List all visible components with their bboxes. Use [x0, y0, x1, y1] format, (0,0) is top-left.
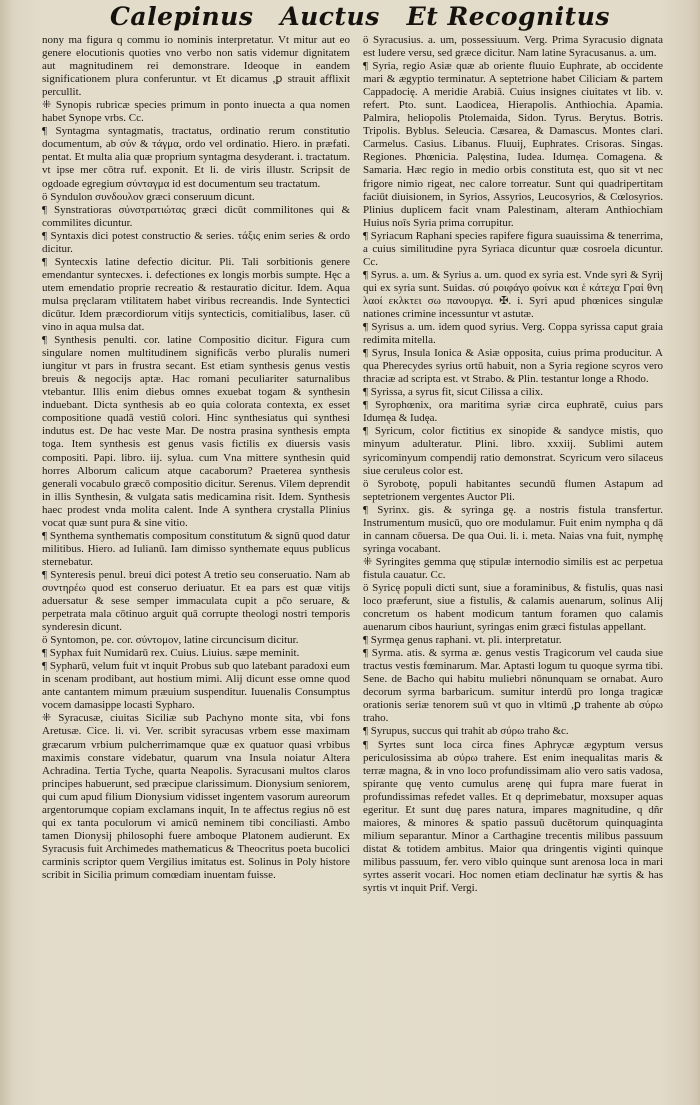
dictionary-entry: ӧ Syrobotę, populi habitantes secundū flumen Astapum ad septetrionem vergentes Auctor Pli.	[363, 477, 663, 503]
dictionary-entry: ¶ Syrus. a. um. & Syrius a. um. quod ex syria est. Vnde syri & Syrij qui ex syria sunt. Suidas. σύ ροιφάγο φοίνικ και ἑ κάτεχα Γραί θνη λαοί εκλκτει σω πανουργα. ✠. i. Syri apud phœnices singulæ nationes crimine incessuntur vt astutæ.	[363, 268, 663, 320]
dictionary-entry: ӧ Syntomon, pe. cor. σύντομον, latine circuncisum dicitur.	[42, 634, 299, 647]
dictionary-entry: ¶ Syricum, color fictitius ex sinopide & sandyce mistis, quo minyum adulteratur. Plini. libro. xxxiij. Sublimi autem syricominyum compendij ratio demonstrat. Scyricum vero silaceus siue ceruleus color est.	[363, 425, 663, 477]
header-word-et-recognitus: Et Recognitus	[406, 2, 610, 31]
running-header	[110, 2, 610, 32]
dictionary-entry: ⁜ Synopis rubricæ species primum in ponto inuecta a qua nomen habet Synope vrbs. Cc.	[42, 99, 350, 125]
dictionary-entry: ¶ Syntagma syntagmatis, tractatus, ordinatio rerum constitutio documentum, ab σύν & τάγμα, ordo vel ordinatio. Hiero. in præfati. pentat. Et multa alia quæ proprium syntagma desyderant. i. tractatum. vt ipse mer cōtra ruf. exponit. Et li. de viris illustr. Scripsit de ogdoade egregium σύνταγμα id est documentum seu tractatum.	[42, 125, 350, 190]
dictionary-entry: ¶ Syntaxis dici potest constructio & series. τάξις enim series & ordo dicitur.	[42, 229, 350, 255]
dictionary-entry: ¶ Synteresis penul. breui dici potest A tretio seu conseruatio. Nam ab συντηρέω quod est conseruo deriuatur. Et ea pars est quæ vitijs aduersatur & sese semper immaculata cupit a pc̄o seruare, & perpetrata mala cōtinuo arguit quā corrupte theologi nostri temporis synderesin dicunt.	[42, 568, 350, 634]
dictionary-entry: ⁜ Syracusæ, ciuitas Siciliæ sub Pachyno monte sita, vbi fons Aretusæ. Cice. li. vi. Ver. scribit syracusas vrbem esse maximam græcarum vrbium pulcherrimamque quæ ex quatuor quasi vrbibus maximis constare videbatur, quarum vna Insula noiatur Altera Achradina. Tertia Tyche, quarta Neapolis. Syracusani multos claros principes habuerunt, sed præcipue clarissimum. Dionysium seniorem, qui cum apud filium Dionysium vidisset ingentem vasorum aureorum argentorumque copiam exclamans inquit, In te affectus regius nō est qui ex tanta poculorum vi amicū neminem tibi conciliasti. Ambo tamen Dionysij philosophi fuere amboque Platonem audierunt. Ex Syracusis fuit Archimedes mathematicus & Theocritus poeta bucolici carminis scriptor quem Vergilius imitatus est. Solinus in Poly histore scribit in Sicilia primum comœdiam inuentam fuisse.	[42, 712, 350, 881]
dictionary-entry: ¶ Syrupus, succus qui trahit ab σύρω traho &c.	[363, 725, 569, 738]
header-word-auctus: Auctus	[280, 2, 380, 31]
dictionary-entry: ⁜ Syringites gemma quę stipulæ internodio similis est ac perpetua fistula cauatur. Cc.	[363, 555, 663, 581]
dictionary-entry: ¶ Syrophœnix, ora maritima syriæ circa euphratē, cuius pars Idumęa & Iudęa.	[363, 399, 663, 425]
dictionary-entry: ¶ Syntecxis latine defectio dicitur. Pli. Tali sorbitionis genere emendantur syntecxes. i. defectiones ex longis morbis sumpte. Hęc a utem emendatio proprie recreatio & restauratio dicitur. Idem. Aqua mulsa pręclaram vtilitatem habet viribus recreandis. Inde Syntectici dicūtur. Idem præcordiorum vitijs syntecticis, comitialibus, laser. cū vino in aqua mulsa dat.	[42, 255, 350, 334]
dictionary-entry: nony ma figura q commu io nominis interpretatur. Vt mitur aut eo genere elocutionis quoties vno verbo non satis videmur dignitatem aut magnitudinem rei demonstrare. Ideoque in eandem significationem plura conferuntur. vt Et dicamus ,ꝑ strauit afflixit percullit.	[42, 34, 350, 99]
dictionary-entry: ¶ Synstratioras σύνστρατιώτας græci dicūt commilitones qui & commilites dicuntur.	[42, 203, 350, 229]
dictionary-entry: ӧ Syndulon συνδουλον græci conseruum dicunt.	[42, 190, 255, 203]
dictionary-entry: ¶ Syrissa, a syrus fit, sicut Cilissa a cilix.	[363, 386, 544, 399]
left-column	[42, 34, 350, 1094]
header-word-calepinus: Calepinus	[110, 2, 254, 31]
dictionary-entry: ¶ Synthesis penulti. cor. latine Compositio dicitur. Figura cum singulare nomen multitudinem significās verbo pluralis numeri iungitur vt pars in frustra secant. Est etiam synthesis genus vestis breuis & negocijs aptæ. Hac romani peculiariter saturnalibus vtebantur. Illis enim diebus omnes exuebat togam & synthesin induebant. Dicta synthesis ab eo quia colorata contexta, ex esset compositione quadā vestiū colori. Hinc synthesiatus qui synthesi indutus est. De hac veste Mar. De nostra prasina synthesis empta toga. Item synthesis est genus vasis fictilis ex diuersis vasis compositi. Papi. libro. iij. sylua. cum Vna mittere synthesin quid horres Alborum calicum atque cacaborum? Praeterea synthesis generali vocabulo græcō compositio dicitur. Serenus. Vilem deprendit in illis Synthesin, & vulgata satis medicamina risit. Idem. Synthesis haec prodest vnda molita calent. Inde A synthera crystalla Plinius vocat quæ sunt pura & sine vitio.	[42, 334, 350, 529]
dictionary-entry: ¶ Syrtes sunt loca circa fines Aphrycæ ægyptum versus periculosissima ab σύρω trahere. Est enim inequalitas maris & terræ magna, & in vno loco profundissimam alio vero satis vadosa, spirante quę vento cumulus arenę qui fupra mare fuerat in profundissimas refedet valles. Et q deprimebatur, moxsuper aquas egeritur. Et sunt duę pares natura, impares magnitudine, q dñr maiores, & minores & spatio passuū ducētorum quinquaginta milium separantur. Minor a Carthagine trecentis milibus passuum distat & totidem ambitus. Maior qua dringentis viginti quinque milibus passuum, fer. vero viblo quinque sunt arenosa loca in mari syrtes asserit vocari. Hoc nomen etiam declinatur hæ syrtis & has syrtis vt inquit Prif. Vergi.	[363, 738, 663, 895]
dictionary-entry: ¶ Syrus, Insula Ionica & Asiæ opposita, cuius prima producitur. A qua Pherecydes syrius ortū habuit, non a Syria regione scyros vero thraciæ ad scripta est. vt Strabo. & Plin. testantur longe a Rhodo.	[363, 347, 663, 386]
dictionary-entry: ¶ Syrmęa genus raphani. vt. pli. interpretatur.	[363, 634, 562, 647]
dictionary-entry: ӧ Syricę populi dicti sunt, siue a foraminibus, & fistulis, quas nasi loco præferunt, siue a fistulis, & calamis auenarum, solinus Alij concretum os habent modicum tantum foramen quo calamis auenarum cibos hauriunt, syringas enim græci fistulas appellant.	[363, 581, 663, 634]
dictionary-entry: ¶ Synthema synthematis compositum constitutum & signū quod datur militibus. Hiero. ad Iulianū. Iam dimisso synthemate equus publicus sternebatur.	[42, 529, 350, 568]
dictionary-entry: ¶ Syriacum Raphani species rapifere figura suauissima & tenerrima, a cuius similitudine pyra Syriaca dicuntur quæ cosroela dicuntur. Cc.	[363, 229, 663, 268]
dictionary-entry: ¶ Syrinx. gis. & syringa gę. a nostris fistula transfertur. Instrumentum musicū, quo ore modulamur. Fuit enim nympha q dā in cannam cōuersa. De qua Oui. li. i. meta. Naias vna fuit, nymphę syringa vocabant.	[363, 503, 663, 555]
dictionary-entry: ӧ Syracusius. a. um, possessiuum. Verg. Prima Syracusio dignata est ludere versu, sed græce dicitur. Nam latine Syracusanus. a. um.	[363, 34, 663, 60]
dictionary-entry: ¶ Syria, regio Asiæ quæ ab oriente fluuio Euphrate, ab occidente mari & ægyptio terminatur. A septetrione habet Ciliciam & partem Cappadocię. A meridie Arabiā. Cuius insignes ciuitates vt lib. v. refert. Pto. sunt. Laodicea, Hierapolis. Anthiochia. Apamia. Palmira, heliopolis Ptolemaida, Sidon. Tyrus. Berytus. Botris. Tripolis. Byblus. Seleucia. Cæsarea, & Damascus. Montes clari. Carmelus. Casius. Libanus. Fluuij, Euphrates. Crisoras. Singas. Regiones. Phœnicia. Palęstina, Iudea. Idumęa. Comagena. & Samaria. Hæc regio in medio orbis constituta est, quo sit vt nec frigore nimio rigeat, nec calore torreatur. Sunt qui quadripertitam faciūt diuisionem, in Syrios, Assyrios, Leucosyrios, & Cœlosyrios. Plinius duplicem facit vnam Palestinam, alteram Anthiochiam Huius noīs Syria prima corrupitur.	[363, 60, 663, 229]
dictionary-entry: ¶ Syrisus a. um. idem quod syrius. Verg. Coppa syrissa caput graia redimita mitella.	[363, 321, 663, 347]
dictionary-entry: ¶ Syphax fuit Numidarū rex. Cuius. Liuius. sæpe meminit.	[42, 647, 300, 660]
dictionary-entry: ¶ Syrma. atis. & syrma æ. genus vestis Tragicorum vel cauda siue tractus vestis fœminarum. Mar. Aptasti logum tu quoque syrma tibi. Sene. de Bacho qui habitu muliebri nōnunquam se ornabat. Auro decorum syrma barbaricum. sumitur interdū pro longa tragicæ orationis seriæ tenorem suū vt quo in vltimū ,ꝑ trahente ab σύρω traho.	[363, 647, 663, 725]
dictionary-entry: ¶ Sypharū, velum fuit vt inquit Probus sub quo latebant paradoxi eum in scenam prodibant, aut hostium mimi. Alij dicunt esse omne quod ante cantantem mimum præuium suspenditur. Iuuenalis Consumptus vocem damasippe locasti Sypharo.	[42, 660, 350, 712]
right-column	[363, 34, 663, 1094]
